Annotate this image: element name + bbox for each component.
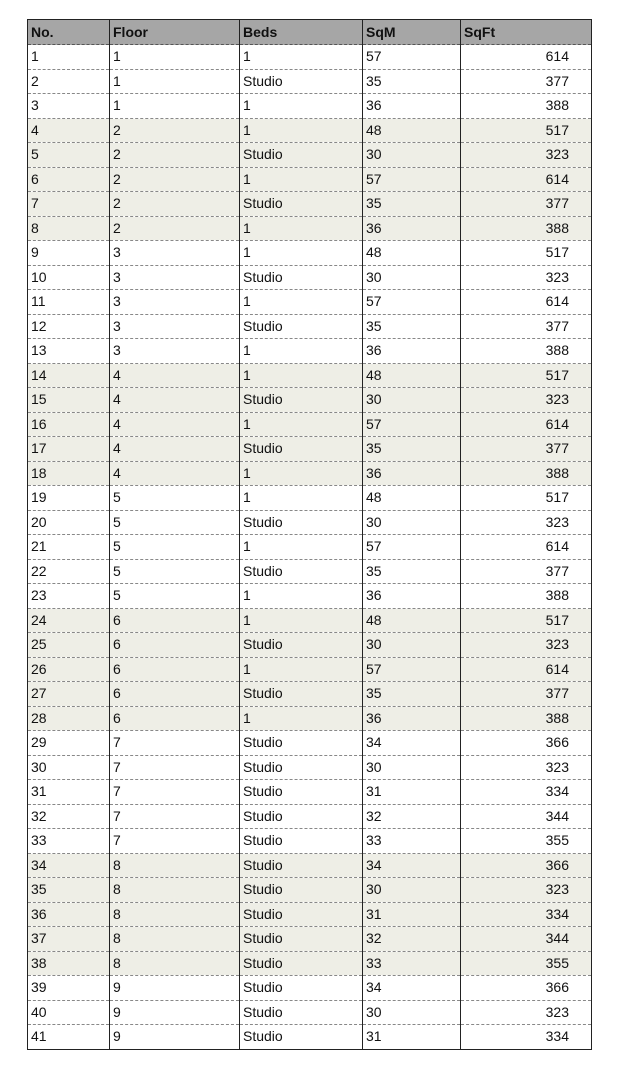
table-row bbox=[28, 314, 592, 339]
cell-sqft: 388 bbox=[461, 94, 592, 119]
cell-no: 15 bbox=[28, 388, 110, 413]
cell-sqft: 323 bbox=[461, 878, 592, 903]
cell-sqft: 614 bbox=[461, 45, 592, 70]
table-row bbox=[28, 486, 592, 511]
cell-sqft: 517 bbox=[461, 118, 592, 143]
cell-floor: 5 bbox=[110, 559, 240, 584]
cell-sqm: 35 bbox=[363, 192, 461, 217]
cell-floor: 7 bbox=[110, 804, 240, 829]
cell-no: 33 bbox=[28, 829, 110, 854]
cell-no: 39 bbox=[28, 976, 110, 1001]
cell-beds: Studio bbox=[240, 265, 363, 290]
cell-sqm: 30 bbox=[363, 510, 461, 535]
cell-sqft: 517 bbox=[461, 608, 592, 633]
cell-beds: Studio bbox=[240, 731, 363, 756]
header-row bbox=[28, 20, 592, 45]
cell-beds: Studio bbox=[240, 829, 363, 854]
header-floor: Floor bbox=[110, 20, 240, 45]
cell-no: 6 bbox=[28, 167, 110, 192]
cell-no: 24 bbox=[28, 608, 110, 633]
cell-beds: Studio bbox=[240, 559, 363, 584]
cell-floor: 5 bbox=[110, 535, 240, 560]
cell-no: 19 bbox=[28, 486, 110, 511]
cell-beds: 1 bbox=[240, 535, 363, 560]
cell-sqm: 35 bbox=[363, 69, 461, 94]
cell-beds: Studio bbox=[240, 755, 363, 780]
cell-sqm: 34 bbox=[363, 853, 461, 878]
cell-sqft: 323 bbox=[461, 510, 592, 535]
cell-no: 20 bbox=[28, 510, 110, 535]
cell-beds: Studio bbox=[240, 633, 363, 658]
cell-sqft: 517 bbox=[461, 363, 592, 388]
cell-sqm: 57 bbox=[363, 535, 461, 560]
table-row bbox=[28, 216, 592, 241]
cell-no: 9 bbox=[28, 241, 110, 266]
cell-no: 16 bbox=[28, 412, 110, 437]
cell-sqft: 323 bbox=[461, 265, 592, 290]
cell-sqm: 48 bbox=[363, 363, 461, 388]
cell-floor: 7 bbox=[110, 731, 240, 756]
cell-beds: Studio bbox=[240, 951, 363, 976]
cell-sqm: 34 bbox=[363, 731, 461, 756]
cell-no: 29 bbox=[28, 731, 110, 756]
cell-sqft: 517 bbox=[461, 241, 592, 266]
cell-beds: 1 bbox=[240, 412, 363, 437]
cell-beds: Studio bbox=[240, 976, 363, 1001]
cell-floor: 6 bbox=[110, 657, 240, 682]
cell-sqft: 388 bbox=[461, 339, 592, 364]
table-row bbox=[28, 167, 592, 192]
cell-beds: Studio bbox=[240, 902, 363, 927]
unit-schedule-sheet bbox=[27, 19, 591, 1050]
cell-floor: 7 bbox=[110, 829, 240, 854]
cell-floor: 1 bbox=[110, 94, 240, 119]
cell-floor: 2 bbox=[110, 216, 240, 241]
cell-sqft: 377 bbox=[461, 69, 592, 94]
cell-sqft: 323 bbox=[461, 1000, 592, 1025]
cell-floor: 8 bbox=[110, 902, 240, 927]
cell-beds: Studio bbox=[240, 314, 363, 339]
cell-sqft: 334 bbox=[461, 1025, 592, 1050]
table-row bbox=[28, 265, 592, 290]
cell-no: 2 bbox=[28, 69, 110, 94]
cell-sqft: 366 bbox=[461, 853, 592, 878]
cell-beds: Studio bbox=[240, 192, 363, 217]
table-row bbox=[28, 143, 592, 168]
cell-sqm: 57 bbox=[363, 412, 461, 437]
cell-no: 28 bbox=[28, 706, 110, 731]
cell-sqm: 31 bbox=[363, 902, 461, 927]
cell-floor: 3 bbox=[110, 265, 240, 290]
cell-no: 12 bbox=[28, 314, 110, 339]
cell-sqm: 30 bbox=[363, 388, 461, 413]
cell-sqft: 377 bbox=[461, 559, 592, 584]
cell-sqft: 334 bbox=[461, 780, 592, 805]
header-beds: Beds bbox=[240, 20, 363, 45]
cell-floor: 8 bbox=[110, 927, 240, 952]
cell-beds: Studio bbox=[240, 69, 363, 94]
cell-sqft: 366 bbox=[461, 731, 592, 756]
table-row bbox=[28, 192, 592, 217]
cell-beds: Studio bbox=[240, 510, 363, 535]
cell-sqft: 388 bbox=[461, 216, 592, 241]
cell-sqft: 377 bbox=[461, 314, 592, 339]
cell-no: 10 bbox=[28, 265, 110, 290]
table-row bbox=[28, 951, 592, 976]
cell-beds: Studio bbox=[240, 682, 363, 707]
cell-sqm: 48 bbox=[363, 118, 461, 143]
cell-no: 31 bbox=[28, 780, 110, 805]
cell-no: 5 bbox=[28, 143, 110, 168]
cell-no: 38 bbox=[28, 951, 110, 976]
cell-floor: 3 bbox=[110, 290, 240, 315]
table-row bbox=[28, 69, 592, 94]
cell-no: 27 bbox=[28, 682, 110, 707]
cell-sqft: 323 bbox=[461, 143, 592, 168]
cell-sqm: 33 bbox=[363, 829, 461, 854]
cell-floor: 8 bbox=[110, 853, 240, 878]
cell-sqm: 30 bbox=[363, 1000, 461, 1025]
table-row bbox=[28, 118, 592, 143]
cell-sqm: 36 bbox=[363, 94, 461, 119]
cell-sqm: 57 bbox=[363, 167, 461, 192]
cell-beds: Studio bbox=[240, 388, 363, 413]
cell-floor: 2 bbox=[110, 143, 240, 168]
cell-sqft: 377 bbox=[461, 682, 592, 707]
table-row bbox=[28, 535, 592, 560]
table-row bbox=[28, 608, 592, 633]
cell-beds: Studio bbox=[240, 1025, 363, 1050]
cell-sqft: 323 bbox=[461, 633, 592, 658]
table-row bbox=[28, 290, 592, 315]
cell-beds: 1 bbox=[240, 216, 363, 241]
table-row bbox=[28, 559, 592, 584]
cell-floor: 2 bbox=[110, 192, 240, 217]
table-row bbox=[28, 706, 592, 731]
cell-floor: 9 bbox=[110, 1025, 240, 1050]
table-row bbox=[28, 339, 592, 364]
cell-floor: 6 bbox=[110, 682, 240, 707]
cell-no: 37 bbox=[28, 927, 110, 952]
cell-floor: 5 bbox=[110, 584, 240, 609]
cell-beds: Studio bbox=[240, 878, 363, 903]
cell-sqft: 377 bbox=[461, 192, 592, 217]
cell-no: 3 bbox=[28, 94, 110, 119]
table-row bbox=[28, 584, 592, 609]
cell-sqft: 388 bbox=[461, 584, 592, 609]
cell-no: 11 bbox=[28, 290, 110, 315]
cell-sqm: 57 bbox=[363, 657, 461, 682]
cell-sqm: 48 bbox=[363, 486, 461, 511]
cell-sqft: 323 bbox=[461, 388, 592, 413]
cell-beds: 1 bbox=[240, 339, 363, 364]
cell-floor: 3 bbox=[110, 241, 240, 266]
cell-sqm: 36 bbox=[363, 584, 461, 609]
table-row bbox=[28, 510, 592, 535]
cell-sqm: 35 bbox=[363, 437, 461, 462]
table-row bbox=[28, 437, 592, 462]
cell-sqft: 614 bbox=[461, 412, 592, 437]
cell-beds: Studio bbox=[240, 1000, 363, 1025]
cell-no: 18 bbox=[28, 461, 110, 486]
cell-no: 22 bbox=[28, 559, 110, 584]
cell-sqm: 57 bbox=[363, 290, 461, 315]
cell-beds: 1 bbox=[240, 290, 363, 315]
cell-beds: Studio bbox=[240, 927, 363, 952]
cell-sqm: 30 bbox=[363, 143, 461, 168]
table-row bbox=[28, 363, 592, 388]
cell-floor: 6 bbox=[110, 608, 240, 633]
cell-sqm: 36 bbox=[363, 461, 461, 486]
cell-sqft: 334 bbox=[461, 902, 592, 927]
cell-beds: 1 bbox=[240, 706, 363, 731]
cell-no: 30 bbox=[28, 755, 110, 780]
header-sqm: SqM bbox=[363, 20, 461, 45]
cell-sqft: 355 bbox=[461, 829, 592, 854]
cell-floor: 8 bbox=[110, 951, 240, 976]
cell-sqft: 377 bbox=[461, 437, 592, 462]
cell-floor: 3 bbox=[110, 339, 240, 364]
cell-no: 4 bbox=[28, 118, 110, 143]
unit-table bbox=[27, 19, 592, 1050]
cell-beds: Studio bbox=[240, 780, 363, 805]
cell-sqm: 36 bbox=[363, 339, 461, 364]
cell-no: 34 bbox=[28, 853, 110, 878]
table-row bbox=[28, 878, 592, 903]
table-row bbox=[28, 94, 592, 119]
table-body bbox=[28, 45, 592, 1050]
cell-no: 32 bbox=[28, 804, 110, 829]
table-row bbox=[28, 927, 592, 952]
cell-sqm: 31 bbox=[363, 1025, 461, 1050]
cell-beds: 1 bbox=[240, 45, 363, 70]
table-row bbox=[28, 241, 592, 266]
cell-beds: Studio bbox=[240, 143, 363, 168]
cell-floor: 3 bbox=[110, 314, 240, 339]
cell-floor: 4 bbox=[110, 461, 240, 486]
cell-no: 7 bbox=[28, 192, 110, 217]
cell-floor: 5 bbox=[110, 486, 240, 511]
cell-floor: 4 bbox=[110, 412, 240, 437]
cell-beds: 1 bbox=[240, 461, 363, 486]
table-row bbox=[28, 829, 592, 854]
cell-beds: 1 bbox=[240, 486, 363, 511]
table-row bbox=[28, 1000, 592, 1025]
cell-sqm: 30 bbox=[363, 755, 461, 780]
table-row bbox=[28, 412, 592, 437]
table-row bbox=[28, 755, 592, 780]
cell-sqft: 344 bbox=[461, 927, 592, 952]
cell-no: 35 bbox=[28, 878, 110, 903]
cell-no: 8 bbox=[28, 216, 110, 241]
cell-no: 36 bbox=[28, 902, 110, 927]
table-row bbox=[28, 902, 592, 927]
cell-sqm: 30 bbox=[363, 878, 461, 903]
cell-floor: 8 bbox=[110, 878, 240, 903]
table-row bbox=[28, 45, 592, 70]
cell-sqm: 32 bbox=[363, 804, 461, 829]
cell-sqm: 36 bbox=[363, 216, 461, 241]
cell-sqft: 388 bbox=[461, 706, 592, 731]
table-row bbox=[28, 976, 592, 1001]
cell-no: 26 bbox=[28, 657, 110, 682]
cell-sqft: 323 bbox=[461, 755, 592, 780]
cell-no: 21 bbox=[28, 535, 110, 560]
cell-sqm: 35 bbox=[363, 559, 461, 584]
cell-no: 1 bbox=[28, 45, 110, 70]
table-row bbox=[28, 633, 592, 658]
cell-no: 14 bbox=[28, 363, 110, 388]
cell-beds: 1 bbox=[240, 94, 363, 119]
cell-sqm: 36 bbox=[363, 706, 461, 731]
cell-floor: 6 bbox=[110, 706, 240, 731]
table-row bbox=[28, 780, 592, 805]
cell-sqm: 48 bbox=[363, 608, 461, 633]
table-row bbox=[28, 657, 592, 682]
cell-floor: 9 bbox=[110, 976, 240, 1001]
cell-sqft: 614 bbox=[461, 290, 592, 315]
cell-sqm: 35 bbox=[363, 682, 461, 707]
cell-sqft: 614 bbox=[461, 657, 592, 682]
cell-floor: 4 bbox=[110, 388, 240, 413]
cell-floor: 1 bbox=[110, 45, 240, 70]
cell-floor: 4 bbox=[110, 437, 240, 462]
cell-floor: 7 bbox=[110, 780, 240, 805]
cell-sqm: 48 bbox=[363, 241, 461, 266]
cell-sqm: 33 bbox=[363, 951, 461, 976]
cell-beds: 1 bbox=[240, 584, 363, 609]
table-row bbox=[28, 731, 592, 756]
table-row bbox=[28, 804, 592, 829]
header-sqft: SqFt bbox=[461, 20, 592, 45]
cell-beds: Studio bbox=[240, 804, 363, 829]
cell-floor: 7 bbox=[110, 755, 240, 780]
cell-sqm: 30 bbox=[363, 265, 461, 290]
cell-no: 41 bbox=[28, 1025, 110, 1050]
cell-floor: 2 bbox=[110, 118, 240, 143]
cell-beds: 1 bbox=[240, 657, 363, 682]
cell-floor: 9 bbox=[110, 1000, 240, 1025]
cell-sqm: 30 bbox=[363, 633, 461, 658]
table-row bbox=[28, 461, 592, 486]
cell-sqft: 614 bbox=[461, 535, 592, 560]
cell-sqm: 31 bbox=[363, 780, 461, 805]
cell-floor: 1 bbox=[110, 69, 240, 94]
cell-sqft: 388 bbox=[461, 461, 592, 486]
cell-beds: 1 bbox=[240, 241, 363, 266]
cell-beds: Studio bbox=[240, 437, 363, 462]
cell-sqft: 614 bbox=[461, 167, 592, 192]
cell-sqm: 35 bbox=[363, 314, 461, 339]
cell-no: 40 bbox=[28, 1000, 110, 1025]
cell-floor: 5 bbox=[110, 510, 240, 535]
cell-no: 17 bbox=[28, 437, 110, 462]
cell-no: 23 bbox=[28, 584, 110, 609]
cell-beds: 1 bbox=[240, 118, 363, 143]
cell-floor: 2 bbox=[110, 167, 240, 192]
table-row bbox=[28, 388, 592, 413]
cell-sqft: 344 bbox=[461, 804, 592, 829]
header-no: No. bbox=[28, 20, 110, 45]
cell-beds: 1 bbox=[240, 608, 363, 633]
cell-no: 13 bbox=[28, 339, 110, 364]
cell-sqm: 57 bbox=[363, 45, 461, 70]
cell-floor: 4 bbox=[110, 363, 240, 388]
cell-beds: 1 bbox=[240, 363, 363, 388]
cell-beds: Studio bbox=[240, 853, 363, 878]
cell-sqm: 34 bbox=[363, 976, 461, 1001]
cell-sqft: 517 bbox=[461, 486, 592, 511]
table-row bbox=[28, 682, 592, 707]
table-row bbox=[28, 1025, 592, 1050]
cell-no: 25 bbox=[28, 633, 110, 658]
cell-sqft: 355 bbox=[461, 951, 592, 976]
cell-sqft: 366 bbox=[461, 976, 592, 1001]
table-row bbox=[28, 853, 592, 878]
cell-beds: 1 bbox=[240, 167, 363, 192]
cell-sqm: 32 bbox=[363, 927, 461, 952]
cell-floor: 6 bbox=[110, 633, 240, 658]
